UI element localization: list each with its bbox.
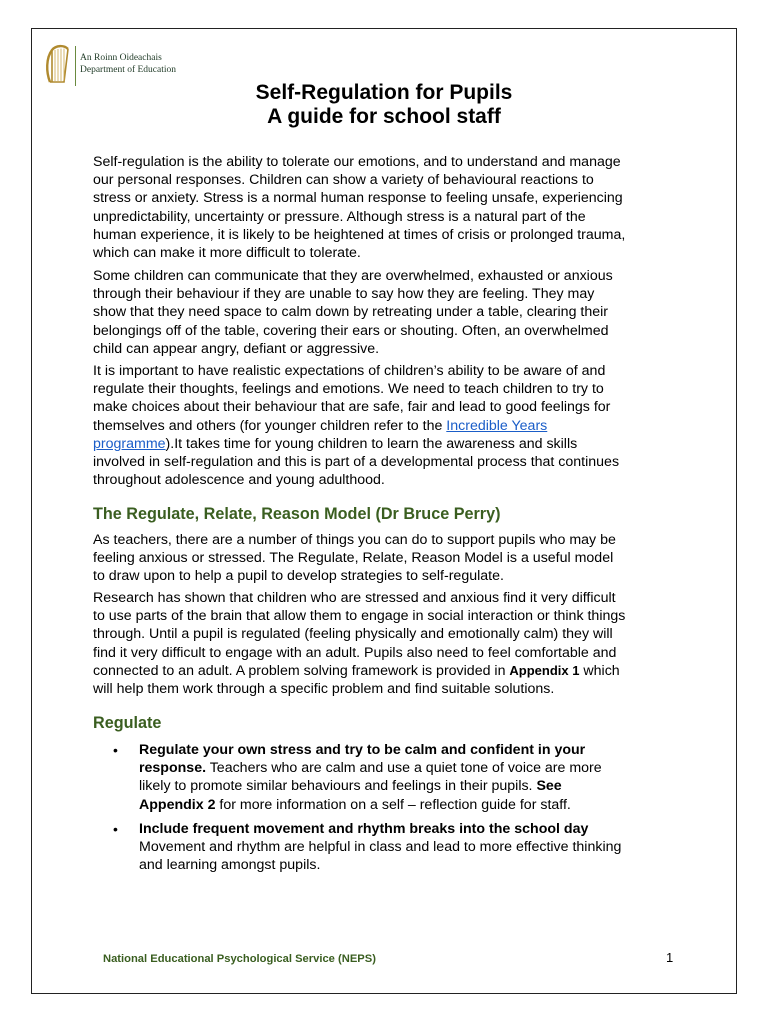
regulate-bullet-1 <box>139 741 679 814</box>
section-heading-rrr-model: The Regulate, Relate, Reason Model (Dr Bruce Perry) <box>93 505 501 523</box>
rrr-paragraph-1 <box>93 531 683 586</box>
text-line: Some children can communicate that they are overwhelmed, exhausted or anxious <box>93 268 613 284</box>
text-line: human experience, it is likely to be heightened at times of crisis or prolonged trauma, <box>93 226 626 243</box>
text-line <box>93 435 683 453</box>
bullet-marker: • <box>113 742 118 758</box>
appendix-2-reference: Appendix 2 <box>139 796 216 813</box>
incredible-years-link[interactable]: Incredible Years <box>446 417 548 434</box>
text-line: regulate their thoughts, feelings and emotions. We need to teach children to try to <box>93 381 604 398</box>
text-line: involved in self-regulation and this is part of a developmental process that continues <box>93 454 620 471</box>
text-line: stress or anxiety. Stress is a normal human response to feeling unsafe, experiencing <box>93 190 623 207</box>
bullet-marker: • <box>113 821 118 837</box>
text-line: will help them work through a specific problem and find suitable solutions. <box>93 681 555 698</box>
text-line: Research has shown that children who are stressed and anxious find it very difficult <box>93 590 616 606</box>
text-segment: likely to promote similar behaviours and feelings in their pupils. <box>139 778 537 795</box>
rrr-paragraph-2 <box>93 589 683 698</box>
text-line: make choices about their behaviour that are safe, fair and lead to good feelings for <box>93 399 611 416</box>
text-line: As teachers, there are a number of things you can do to support pupils who may be <box>93 532 616 548</box>
department-name-irish: An Roinn Oideachais <box>80 53 162 63</box>
text-segment: which <box>579 662 620 679</box>
page-number: 1 <box>666 950 674 965</box>
text-line: through. Until a pupil is regulated (feeling physically and emotionally calm) they will <box>93 626 613 643</box>
text-line: find it very difficult to engage with an adult. Pupils also need to feel comfortable and <box>93 644 617 661</box>
text-line: child can appear angry, defiant or aggressive. <box>93 340 380 357</box>
text-segment: for more information on a self – reflection guide for staff. <box>215 796 571 813</box>
text-segment: Teachers who are calm and use a quiet tone of voice are more <box>206 760 602 777</box>
text-line: and learning amongst pupils. <box>139 857 321 874</box>
text-line: Movement and rhythm are helpful in class and lead to more effective thinking <box>139 839 622 856</box>
text-line <box>139 759 679 777</box>
page-subtitle: A guide for school staff <box>267 105 501 128</box>
section-heading-regulate: Regulate <box>93 714 162 732</box>
text-line: Include frequent movement and rhythm breaks into the school day <box>139 821 589 837</box>
text-segment: connected to an adult. A problem solving framework is provided in <box>93 662 510 679</box>
text-line: Self-regulation is the ability to tolerate our emotions, and to understand and manage <box>93 154 621 170</box>
text-segment: See <box>536 778 562 795</box>
text-line: Regulate your own stress and try to be calm and confident in your <box>139 742 586 758</box>
intro-paragraph-2 <box>93 267 683 358</box>
text-line: our personal responses. Children can show a variety of behavioural reactions to <box>93 172 594 189</box>
text-line: to use parts of the brain that allow them to engage in social interaction or think things <box>93 608 626 625</box>
text-line <box>93 417 683 435</box>
text-line: unpredictability, uncertainty or pressure. Although stress is a natural part of the <box>93 208 586 225</box>
text-line: throughout adolescence and young adulthood. <box>93 472 385 489</box>
text-line <box>139 777 679 795</box>
intro-paragraph-1 <box>93 153 683 262</box>
text-segment: response. <box>139 760 207 777</box>
intro-paragraph-3 <box>93 362 683 489</box>
text-line: show that they need space to calm down by retreating under a table, clearing their <box>93 304 608 321</box>
text-line: feeling anxious or stressed. The Regulate, Relate, Reason Model is a useful model <box>93 550 614 567</box>
text-segment: themselves and others (for younger children refer to the <box>93 417 447 434</box>
text-line: which can make it more difficult to tolerate. <box>93 245 361 262</box>
text-line: belongings off of the table, covering their ears or shouting. Often, an overwhelmed <box>93 322 609 339</box>
department-name-english: Department of Education <box>80 65 177 75</box>
incredible-years-link-cont[interactable]: programme <box>93 435 166 452</box>
regulate-bullet-2 <box>139 820 679 875</box>
text-line: to draw upon to help a pupil to develop strategies to self-regulate. <box>93 568 504 585</box>
text-line: through their behaviour if they are unable to say how they are feeling. They may <box>93 286 595 303</box>
text-line <box>139 796 679 814</box>
text-segment: ).It takes time for young children to learn the awareness and skills <box>165 435 578 452</box>
footer-organization: National Educational Psychological Service (NEPS) <box>103 953 376 965</box>
appendix-1-reference: Appendix 1 <box>509 662 580 678</box>
text-line: It is important to have realistic expectations of children’s ability to be aware of and <box>93 363 606 379</box>
text-line <box>93 662 683 680</box>
page-title: Self-Regulation for Pupils <box>255 81 513 104</box>
